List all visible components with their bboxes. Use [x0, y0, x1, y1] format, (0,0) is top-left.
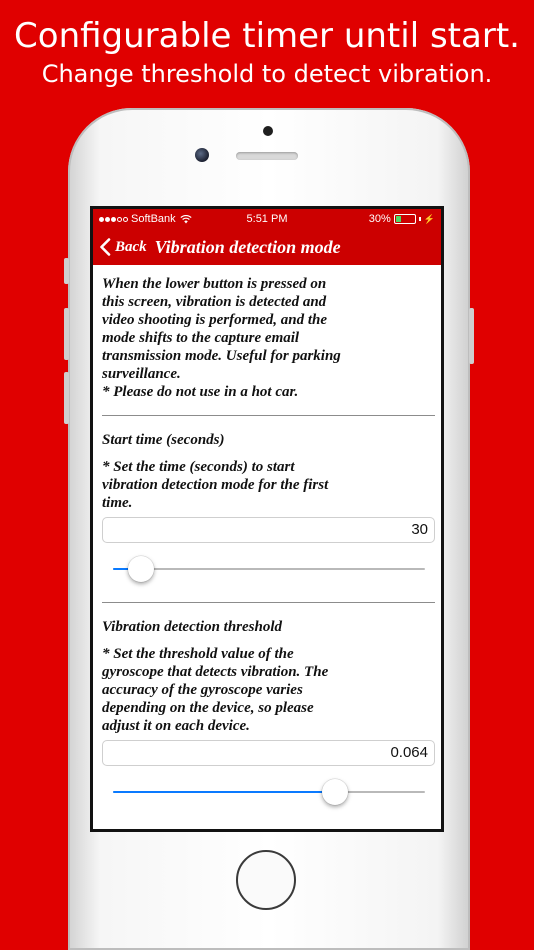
start-time-section	[102, 431, 435, 584]
front-camera-icon	[195, 148, 209, 162]
threshold-note-line: * Set the threshold value of the	[102, 646, 294, 662]
threshold-slider[interactable]	[113, 777, 425, 807]
intro-line: mode shifts to the capture email	[102, 330, 300, 346]
slider-fill	[113, 791, 335, 793]
start-time-note-line: vibration detection mode for the first	[102, 477, 329, 493]
battery-level	[396, 216, 401, 222]
intro-text	[102, 275, 435, 401]
power-button	[469, 308, 474, 364]
home-button[interactable]	[236, 850, 296, 910]
volume-up-button	[64, 308, 69, 360]
intro-line: transmission mode. Useful for parking	[102, 348, 341, 364]
start-time-title: Start time (seconds)	[102, 432, 225, 448]
back-label: Back	[115, 238, 147, 255]
intro-line: this screen, vibration is detected and	[102, 294, 327, 310]
status-time: 5:51 PM	[246, 213, 288, 225]
page-title: Vibration detection mode	[154, 236, 341, 257]
settings-content	[93, 265, 441, 807]
intro-line: surveillance.	[102, 366, 181, 382]
slider-track	[113, 568, 425, 570]
wifi-icon	[180, 215, 192, 224]
start-time-note-line: * Set the time (seconds) to start	[102, 459, 295, 475]
threshold-note-line: gyroscope that detects vibration. The	[102, 664, 329, 680]
threshold-title: Vibration detection threshold	[102, 619, 283, 635]
promo-headline: Configurable timer until start.	[14, 16, 520, 56]
slider-thumb[interactable]	[322, 779, 348, 805]
intro-line: video shooting is performed, and the	[102, 312, 328, 328]
battery-cap	[419, 217, 421, 221]
navigation-bar	[93, 229, 441, 265]
divider	[102, 415, 435, 416]
app-screen	[93, 209, 441, 829]
phone-screen	[90, 206, 444, 832]
signal-strength-icon	[99, 217, 128, 222]
threshold-note-line: adjust it on each device.	[102, 718, 250, 734]
promo-subheadline: Change threshold to detect vibration.	[41, 60, 493, 88]
mute-switch	[64, 258, 69, 284]
carrier-name: SoftBank	[131, 213, 176, 225]
threshold-note-line: depending on the device, so please	[102, 700, 314, 716]
battery-icon	[394, 214, 416, 224]
charging-icon: ⚡	[423, 213, 435, 224]
slider-thumb[interactable]	[128, 556, 154, 582]
threshold-note-line: accuracy of the gyroscope varies	[102, 682, 303, 698]
intro-line: When the lower button is pressed on	[102, 276, 327, 292]
start-time-note-line: time.	[102, 495, 133, 511]
proximity-sensor	[263, 126, 273, 136]
battery-percent: 30%	[368, 213, 391, 225]
threshold-section	[102, 602, 435, 807]
divider	[102, 602, 435, 603]
intro-warning: * Please do not use in a hot car.	[102, 384, 299, 400]
back-button[interactable]	[93, 238, 147, 256]
phone-frame	[68, 108, 470, 950]
start-time-slider[interactable]	[113, 554, 425, 584]
earpiece-speaker	[236, 152, 298, 160]
threshold-value-field[interactable]: 0.064	[102, 740, 435, 766]
start-time-value-field[interactable]: 30	[102, 517, 435, 543]
volume-down-button	[64, 372, 69, 424]
status-bar	[93, 209, 441, 229]
chevron-left-icon	[99, 238, 111, 256]
